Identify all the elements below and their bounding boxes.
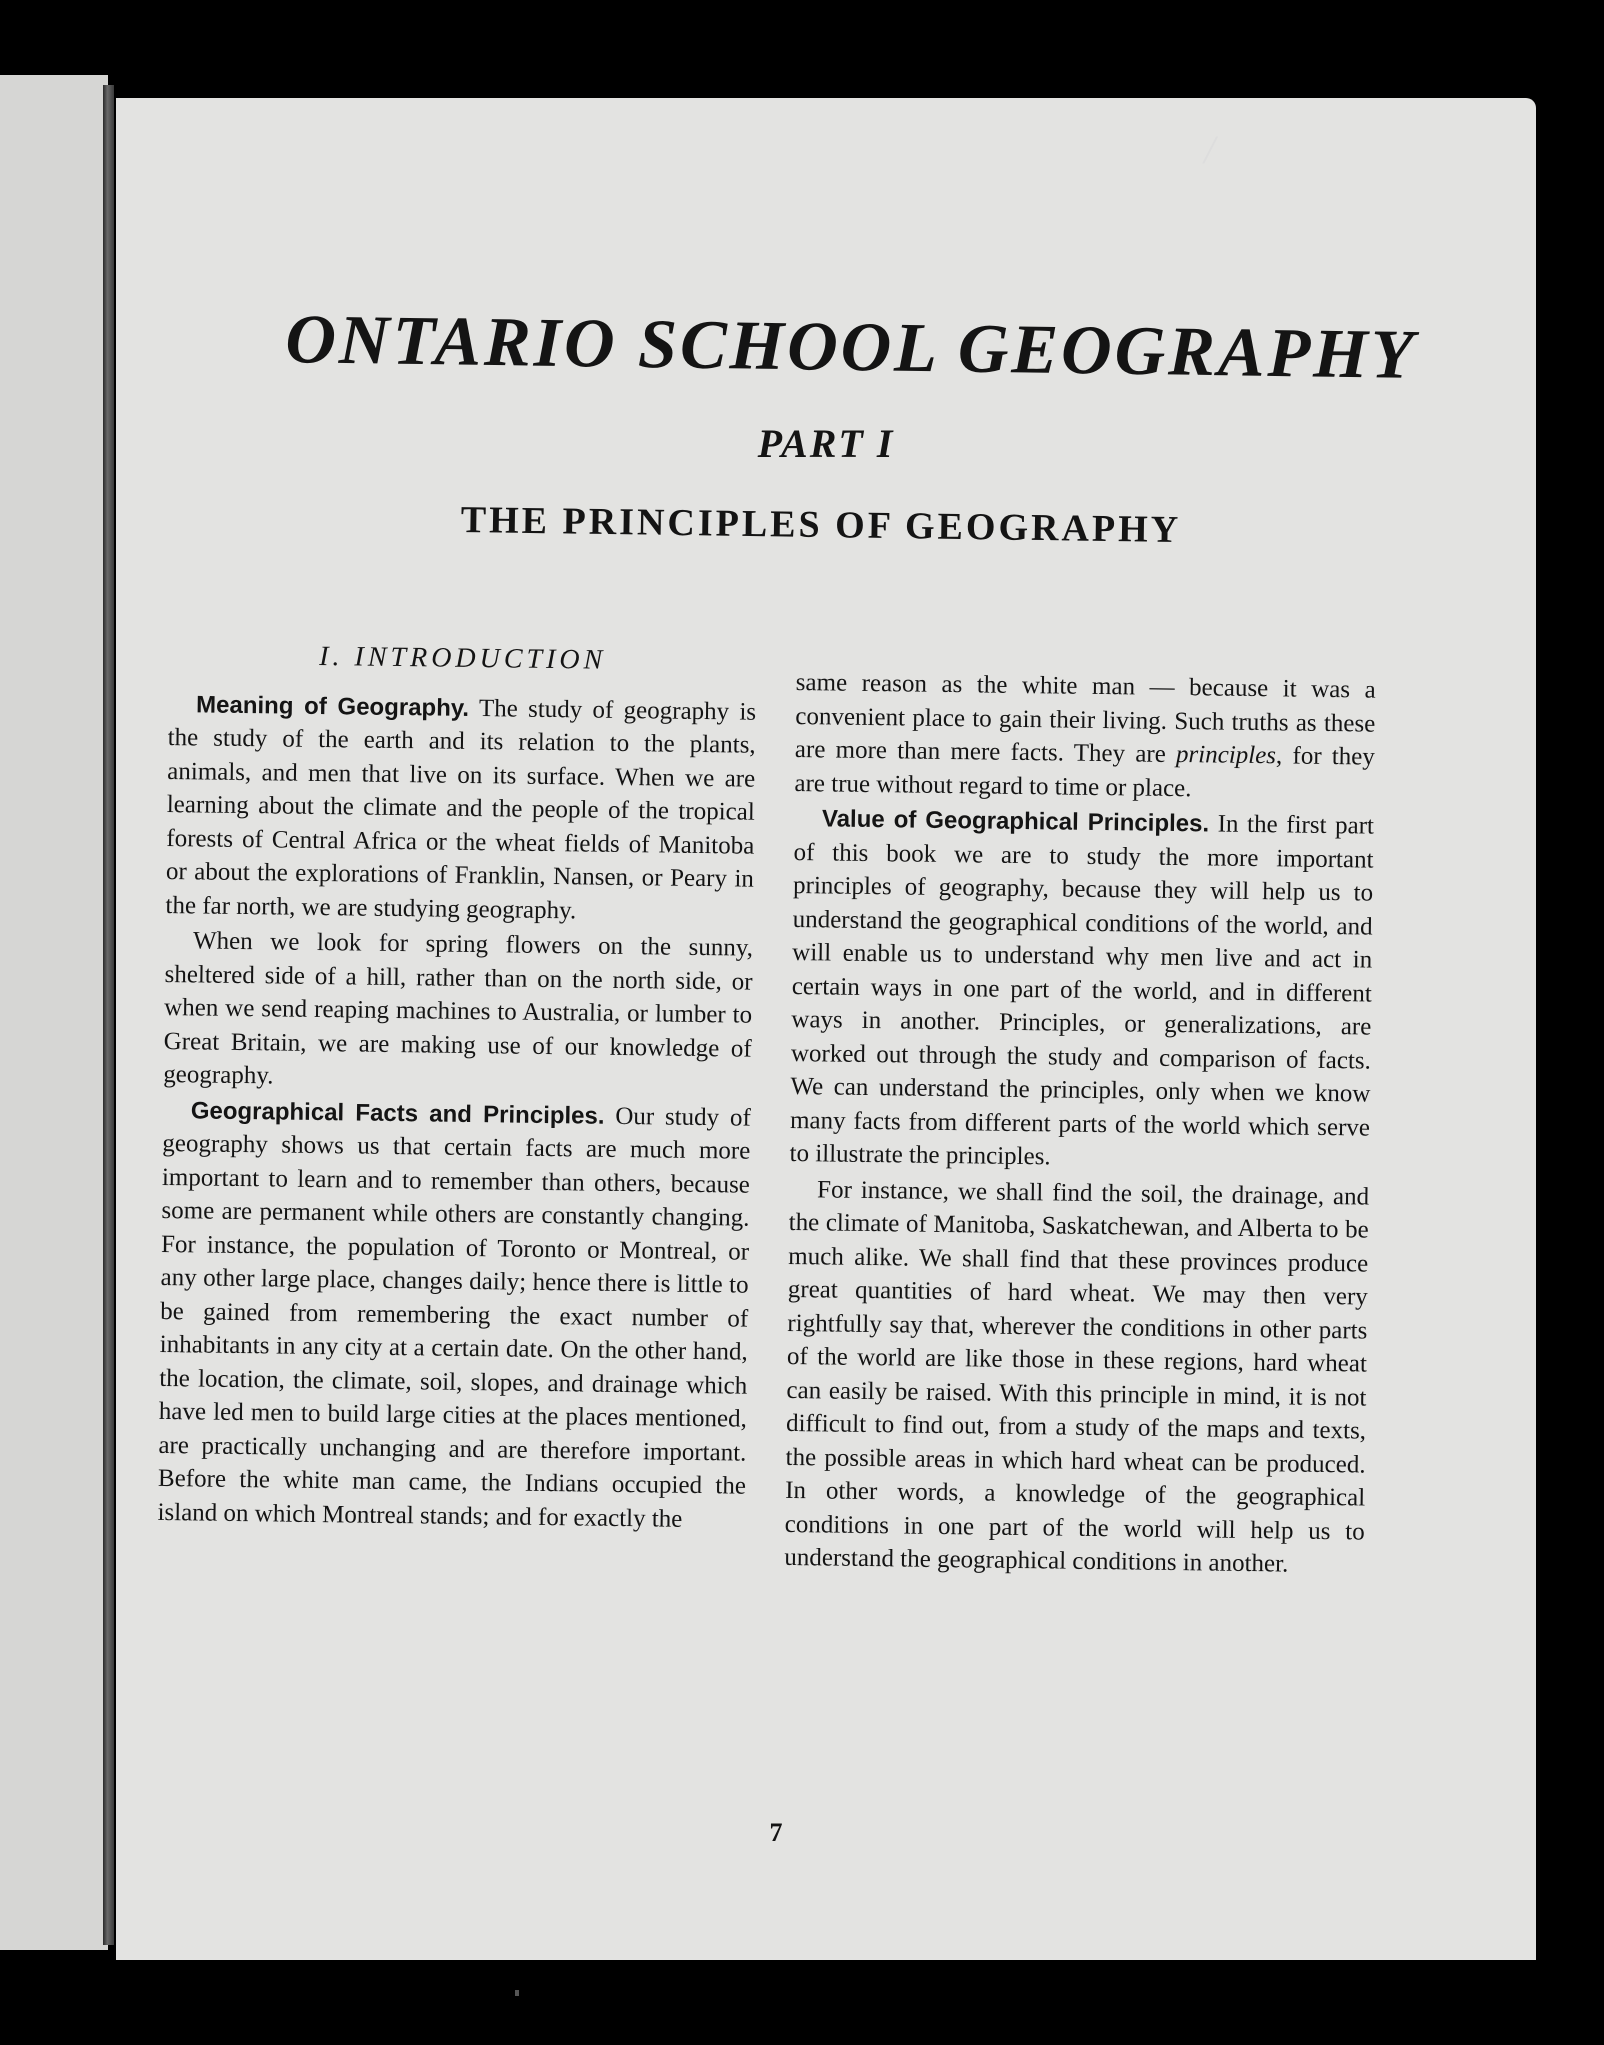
emphasis-text: principles (1175, 740, 1277, 770)
paragraph-text: , for they are true without regard to time or place. (794, 742, 1376, 802)
left-column (157, 638, 757, 1539)
paragraph-text: In the first part of this book we are to study the more important principles of geography, because they will help us to understand the geographical conditions of the world, and will enable us to understand why men live and act in certain ways in one part of the world, and in different ways in another. Principles, or generalizations, are worked out through the study and comparison of facts. We can understand the principles, only when we know many facts from different parts of the world which serve to illustrate the principles. (789, 810, 1375, 1171)
paragraph-text: The study of geography is the study of the earth and its relation to the plants, animals, and men that live on its surface. When we are learning about the climate and the people of the tropical forests of Central Africa or the wheat fields of Manitoba or about the explorations of Franklin, Nansen, or Peary in the far north, we are studying geography. (165, 694, 757, 924)
paragraph-text: For instance, we shall find the soil, the drainage, and the climate of Manitoba, Saskatchewan, and Alberta to be much alike. We shall find that these provinces produce great quantities of hard wheat. We may then very rightfully say that, wherever the conditions in other parts of the world are like those in these regions, hard wheat can easily be raised. With this principle in mind, it is not difficult to find out, from a study of the maps and texts, the possible areas in which hard wheat can be produced. In other words, a knowledge of the geographical conditions in one part of the world will help us to understand the geographical conditions in another. (784, 1175, 1370, 1578)
scan-artifact (515, 1990, 519, 1996)
corner-mark: / (1204, 127, 1216, 172)
page-number: 7 (769, 1818, 783, 1847)
paragraph-meaning-of-geography (165, 687, 756, 929)
book-binding (103, 85, 114, 1945)
paragraph-for-instance (784, 1172, 1369, 1582)
paragraph-facts-and-principles (157, 1093, 751, 1536)
paragraph-text: Our study of geography shows us that certain facts are much more important to learn and to remember than others, because some are permanent while others are constantly changing. For instance, the population of Toronto or Montreal, or any other large place, changes daily; hence there is little to be gained from remembering the exact number of inhabitants in any city at a certain date. On the other hand, the location, the climate, soil, slopes, and drainage which have led men to build large cities at the places mentioned, are practically unchanging and are therefore important. Before the white man came, the Indians occupied the island on which Montreal stands; and for exactly the (157, 1102, 751, 1533)
right-column (784, 666, 1376, 1584)
book-title: ONTARIO SCHOOL GEOGRAPHY (284, 301, 1418, 394)
paragraph-spring-flowers (163, 924, 753, 1099)
paragraph-text: same reason as the white man — because it was a convenient place to gain their living. Such truths as these are more than mere facts. They are (794, 668, 1376, 768)
chapter-heading: I. INTRODUCTION (318, 640, 607, 676)
paragraph-value-of-principles (789, 802, 1374, 1178)
section-heading: THE PRINCIPLES OF GEOGRAPHY (460, 498, 1182, 552)
book-page (116, 98, 1536, 1960)
run-in-heading: Geographical Facts and Principles. (190, 1096, 605, 1130)
paragraph-continuation (794, 666, 1376, 808)
run-in-heading: Value of Geographical Principles. (821, 805, 1210, 838)
part-title: PART I (757, 421, 895, 466)
facing-page-edge (0, 75, 108, 1950)
run-in-heading: Meaning of Geography. (195, 690, 470, 722)
paragraph-text: When we look for spring flowers on the sunny, sheltered side of a hill, rather than on the north side, or when we send reaping machines to Australia, or lumber to Great Britain, we are making use of our knowledge of geography. (163, 927, 754, 1090)
